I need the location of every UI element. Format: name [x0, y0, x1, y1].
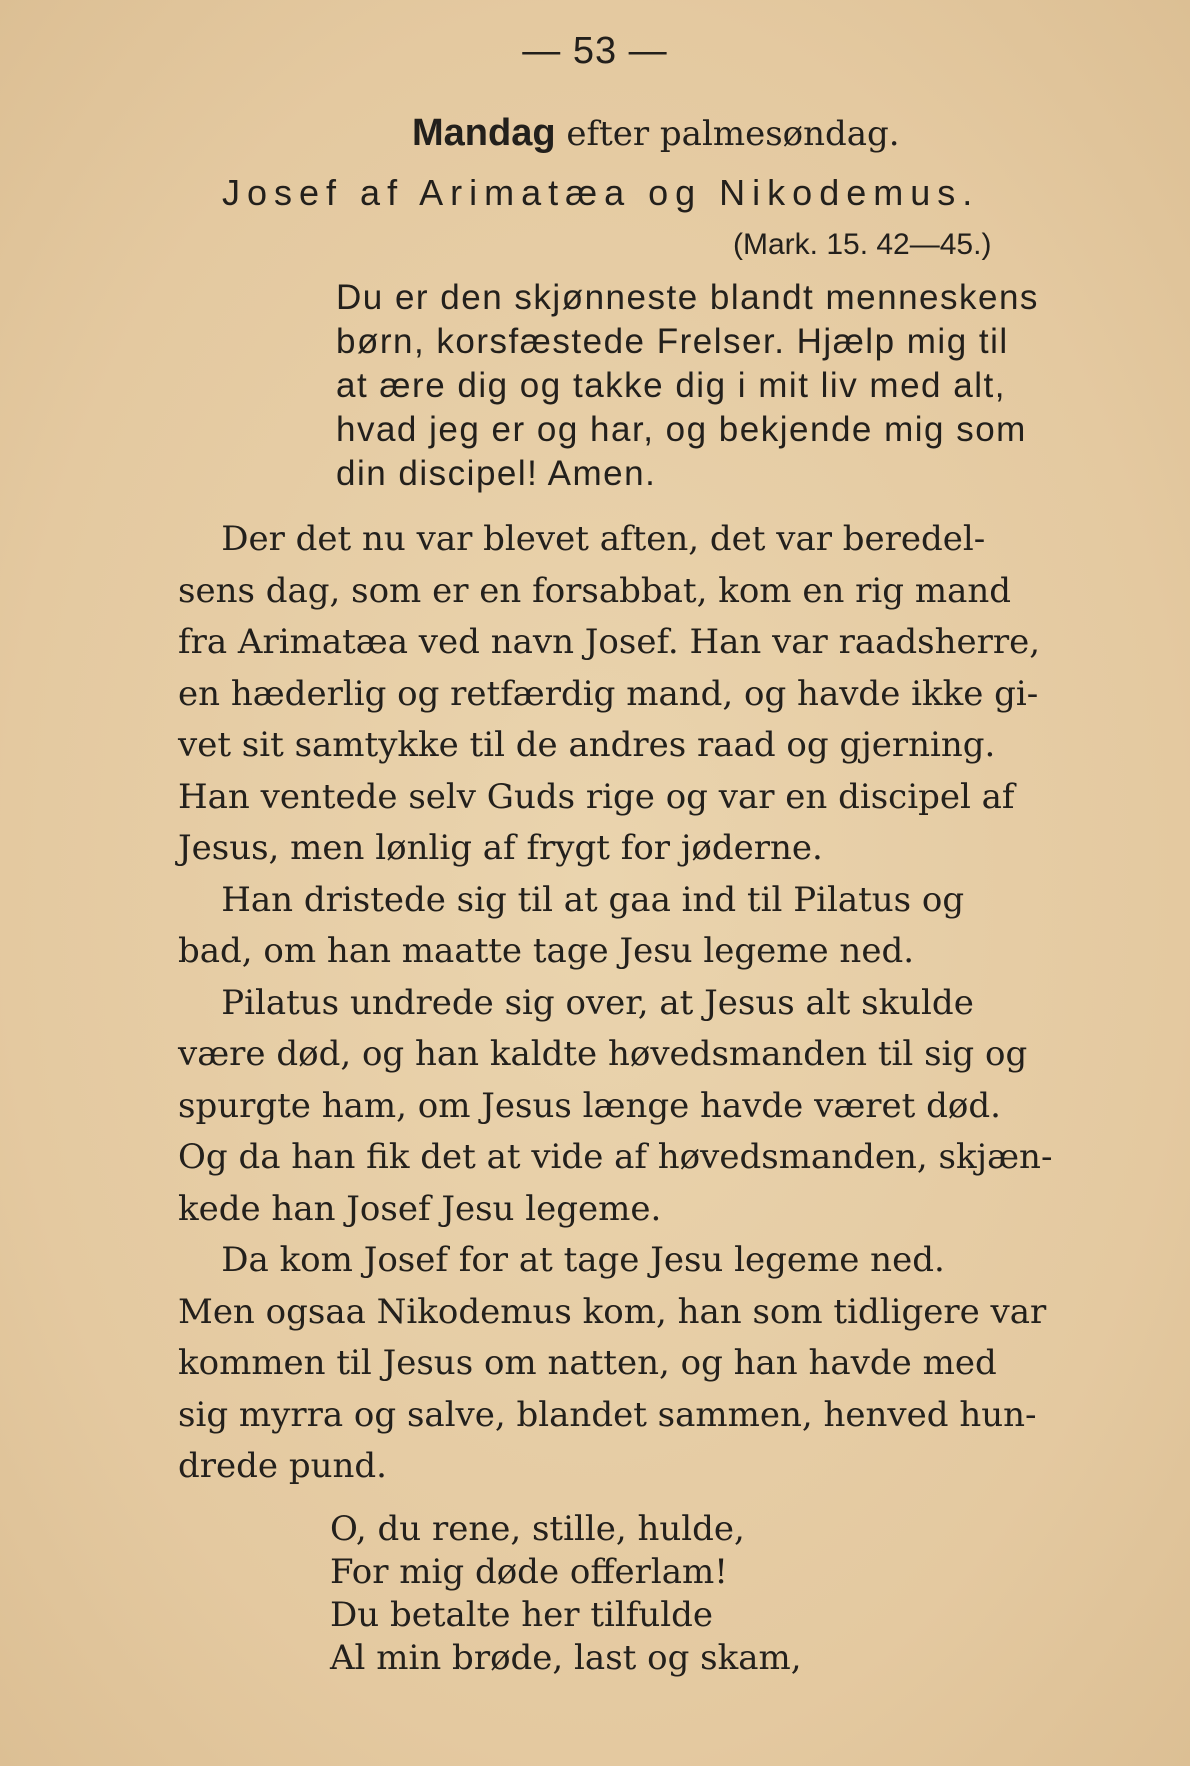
body-line: Men ogsaa Nikodemus kom, han som tidligere var	[178, 1291, 1047, 1332]
body-line: sens dag, som er en forsabbat, kom en rig mand	[178, 570, 1012, 611]
body-line: vet sit samtykke til de andres raad og gjerning.	[178, 725, 996, 765]
heading	[412, 112, 900, 155]
body-line: Jesus, men lønlig af frygt for jøderne.	[178, 828, 823, 868]
hymn-verse	[330, 1508, 802, 1680]
body-line: Han ventede selv Guds rige og var en discipel af	[178, 776, 1015, 817]
scripture-reference: (Mark. 15. 42—45.)	[733, 228, 992, 261]
body-line: bad, om han maatte tage Jesu legeme ned.	[178, 931, 915, 971]
body-line: drede pund.	[178, 1446, 387, 1486]
verse-line: For mig døde offerlam!	[330, 1552, 728, 1592]
verse-line: O, du rene, stille, hulde,	[330, 1509, 745, 1549]
prayer-line: Du er den skjønneste blandt menneskens	[336, 278, 1039, 317]
body-line: være død, og han kaldte høvedsmanden til sig og	[178, 1034, 1028, 1074]
body-text	[178, 514, 1156, 1493]
body-line: en hæderlig og retfærdig mand, og havde ikke gi-	[178, 673, 1039, 714]
heading-day: Mandag	[412, 112, 556, 154]
prayer-line: hvad jeg er og har, og bekjende mig som	[336, 410, 1027, 449]
body-line: Pilatus undrede sig over, at Jesus alt skulde	[178, 982, 974, 1023]
body-line: fra Arimatæa ved navn Josef. Han var raadsherre,	[178, 622, 1041, 662]
prayer-line: at ære dig og takke dig i mit liv med alt,	[336, 366, 1006, 405]
heading-rest: efter palmesøndag.	[555, 114, 900, 154]
prayer-line: børn, korsfæstede Frelser. Hjælp mig til	[336, 322, 1009, 361]
prayer-line: din discipel! Amen.	[336, 454, 657, 493]
body-line: kommen til Jesus om natten, og han havde med	[178, 1343, 997, 1383]
body-line: Der det nu var blevet aften, det var beredel-	[178, 519, 986, 559]
body-line: sig myrra og salve, blandet sammen, henved hun-	[178, 1394, 1037, 1435]
body-line: Han dristede sig til at gaa ind til Pilatus og	[178, 879, 965, 920]
body-line: spurgte ham, om Jesus længe havde været død.	[178, 1085, 1001, 1126]
page-number: — 53 —	[522, 30, 668, 72]
subheading: Josef af Arimatæa og Nikodemus.	[222, 172, 980, 213]
body-line: Og da han fik det at vide af høvedsmanden, skjæn-	[178, 1137, 1053, 1177]
body-line: Da kom Josef for at tage Jesu legeme ned.	[178, 1240, 945, 1280]
prayer	[336, 276, 1156, 496]
verse-line: Du betalte her tilfulde	[330, 1595, 713, 1635]
verse-line: Al min brøde, last og skam,	[330, 1638, 802, 1678]
body-line: kede han Josef Jesu legeme.	[178, 1188, 662, 1229]
